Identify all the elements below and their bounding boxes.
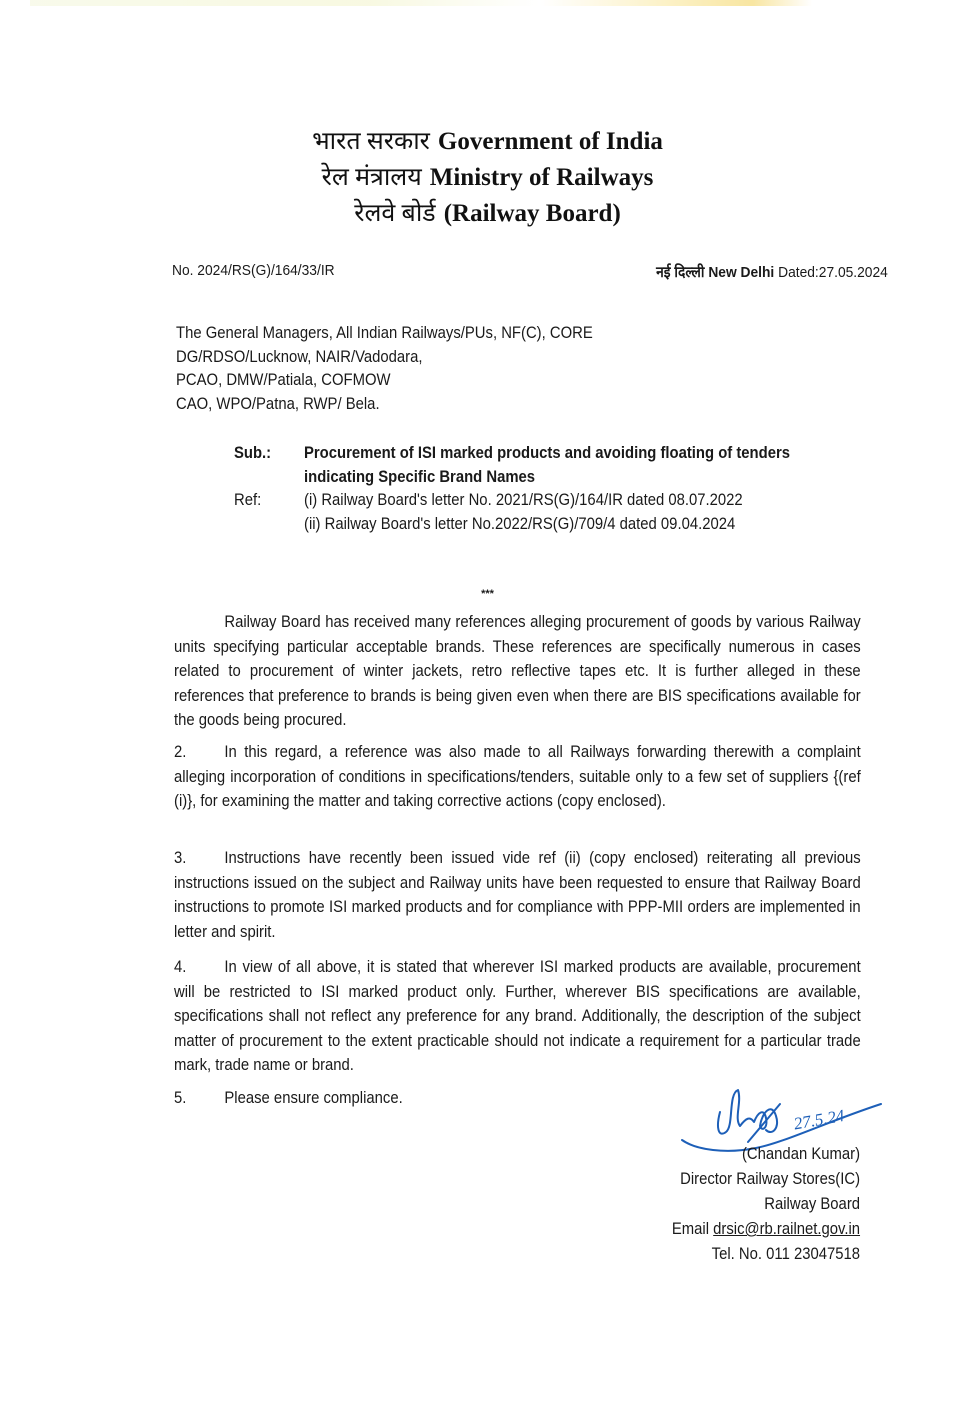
paragraph-1 bbox=[174, 610, 861, 733]
reference bbox=[234, 489, 874, 536]
paragraph-text: Railway Board has received many references alleging procurement of goods by various Railway units specifying particular acceptable brands. These references are specifically numerous in cases related to procurement of winter jackets, retro reflective tapes etc. It is further alleged in these references that preference to brands is being given even when there are BIS specifications available for the goods being procured. bbox=[174, 613, 861, 729]
paragraph-text: Please ensure compliance. bbox=[224, 1089, 403, 1107]
reference-list bbox=[304, 489, 874, 536]
signature-cross-stroke bbox=[748, 1104, 780, 1142]
letter-number: No. 2024/RS(G)/164/33/IR bbox=[172, 262, 335, 279]
addressee-line: DG/RDSO/Lucknow, NAIR/Vadodara, bbox=[176, 347, 423, 366]
email-link[interactable]: drsic@rb.railnet.gov.in bbox=[713, 1220, 860, 1238]
reference-item: (ii) Railway Board's letter No.2022/RS(G)/709/4 dated 09.04.2024 bbox=[304, 514, 736, 533]
subject bbox=[234, 442, 874, 489]
addressee-line: The General Managers, All Indian Railways/PUs, NF(C), CORE bbox=[176, 324, 593, 342]
page-edge-stain bbox=[30, 0, 880, 6]
addressee-line: CAO, WPO/Patna, RWP/ Bela. bbox=[176, 394, 380, 413]
letterhead-hindi-ministry: रेल मंत्रालय bbox=[321, 164, 422, 191]
letterhead-english-government: Government of India bbox=[437, 128, 663, 155]
paragraph-text: Instructions have recently been issued vide ref (ii) (copy enclosed) reiterating all previous instructions issued on the subject and Railway units have been requested to ensure that Railway Board instructions to promote ISI marked products and for compliance with PPP-MII orders are implemented in letter and spirit. bbox=[174, 849, 861, 941]
letterhead-line-government bbox=[0, 124, 975, 160]
letter-place-date bbox=[656, 262, 888, 282]
paragraph-text: In view of all above, it is stated that wherever ISI marked products are available, procurement will be restricted to ISI marked product only. Further, wherever BIS specifications are available, specifications shall not reflect any preference for any brand. Additionally, the description of the subject matter of procurement to the extent practicable should not indicate a requirement for a particular trade mark, trade name or brand. bbox=[174, 958, 861, 1074]
addressee-block bbox=[176, 322, 593, 416]
addressee-line: PCAO, DMW/Patiala, COFMOW bbox=[176, 371, 391, 389]
paragraph-number: 3. bbox=[174, 849, 187, 867]
paragraph-text: In this regard, a reference was also made to all Railways forwarding therewith a complaint alleging incorporation of conditions in specifications/tenders, suitable only to a few set of suppliers {(ref (i)}, for examining the matter and taking corrective actions (copy enclosed). bbox=[174, 743, 861, 810]
signatory-telephone: Tel. No. 011 23047518 bbox=[711, 1245, 860, 1263]
email-label: Email bbox=[671, 1220, 710, 1238]
section-separator: *** bbox=[481, 588, 494, 600]
letterhead-line-ministry bbox=[0, 160, 975, 196]
paragraph-4 bbox=[174, 955, 861, 1078]
subject-label: Sub.: bbox=[234, 444, 272, 462]
subject-text bbox=[304, 442, 874, 489]
paragraph-2 bbox=[174, 740, 861, 814]
letterhead-line-board bbox=[0, 196, 975, 232]
reference-label: Ref: bbox=[234, 491, 262, 509]
signatory-designation: Director Railway Stores(IC) bbox=[680, 1170, 860, 1188]
subject-line-2: indicating Specific Brand Names bbox=[304, 467, 536, 486]
place-hindi: नई दिल्ली bbox=[656, 264, 705, 281]
signatory-email-line bbox=[672, 1217, 860, 1242]
signature-date: 27.5.24 bbox=[792, 1105, 846, 1134]
signatory-block bbox=[651, 1142, 860, 1267]
paragraph-number: 2. bbox=[174, 743, 187, 761]
letterhead bbox=[0, 124, 975, 232]
subject-reference-block bbox=[234, 442, 874, 536]
signatory-name: (Chandan Kumar) bbox=[741, 1145, 860, 1163]
letterhead-english-ministry: Ministry of Railways bbox=[429, 164, 654, 191]
paragraph-number: 5. bbox=[174, 1089, 187, 1107]
place-english: New Delhi bbox=[708, 264, 775, 281]
subject-line-1: Procurement of ISI marked products and avoiding floating of tenders bbox=[304, 444, 790, 462]
reference-item: (i) Railway Board's letter No. 2021/RS(G)/164/IR dated 08.07.2022 bbox=[304, 491, 743, 509]
letter-date: Dated:27.05.2024 bbox=[778, 264, 888, 281]
letterhead-hindi-board: रेलवे बोर्ड bbox=[354, 200, 436, 227]
signatory-office: Railway Board bbox=[764, 1195, 860, 1213]
paragraph-number: 4. bbox=[174, 958, 187, 976]
signature-flourish-stroke bbox=[718, 1090, 777, 1134]
letterhead-english-board: (Railway Board) bbox=[443, 200, 621, 227]
paragraph-3 bbox=[174, 846, 861, 944]
letterhead-hindi-government: भारत सरकार bbox=[312, 128, 430, 155]
